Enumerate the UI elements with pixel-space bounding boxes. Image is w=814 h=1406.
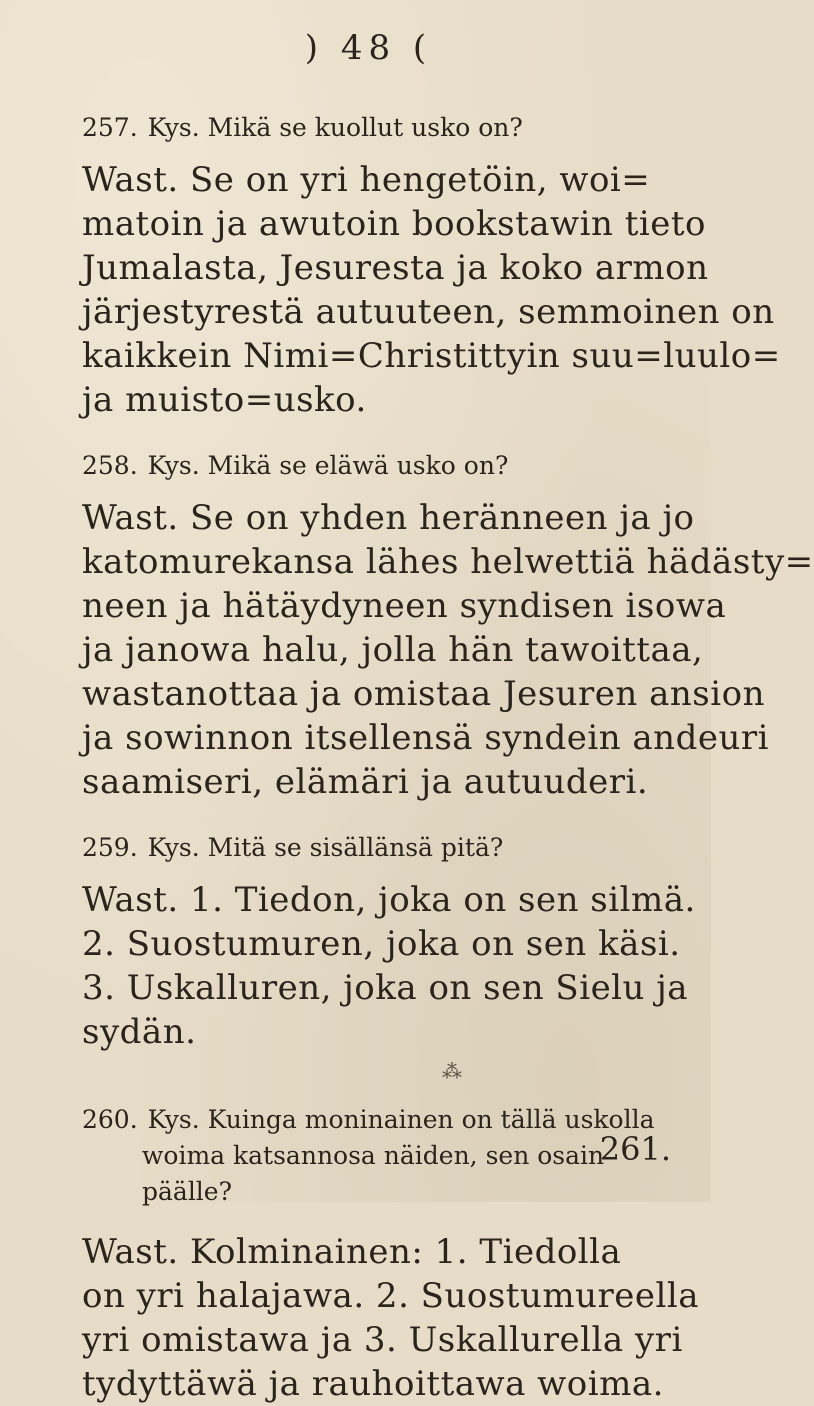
answer-258 [82, 496, 814, 804]
question-number: 257. [82, 113, 138, 142]
question-number: 260. [82, 1105, 138, 1134]
question-text: Kys. Mikä se eläwä usko on? [147, 451, 509, 480]
answer-line: järjestyrestä autuuteen, semmoinen on [82, 292, 775, 332]
answer-line: sydän. [82, 1012, 197, 1052]
answer-line: katomurekansa lähes helwettiä hädästy= [82, 542, 814, 582]
question-257 [82, 110, 655, 146]
section-259 [82, 830, 696, 1084]
answer-line: wastanottaa ja omistaa Jesuren ansion [82, 674, 765, 714]
answer-line: Jumalasta, Jesuresta ja koko armon [82, 248, 709, 288]
printer-ornament: ⁂ [442, 1059, 463, 1083]
answer-line: Wast. Se on yhden heränneen ja jo [82, 498, 695, 538]
answer-line: ja sowinnon itsellensä syndein andeuri [82, 718, 769, 758]
question-text: woima katsannosa näiden, sen osain [142, 1141, 605, 1170]
page-number: ) 48 ( [304, 28, 433, 68]
question-text: päälle? [142, 1177, 233, 1206]
answer-line: Wast. Se on yri hengetöin, woi= [82, 160, 651, 200]
answer-257 [82, 158, 781, 422]
answer-line: ja janowa halu, jolla hän tawoittaa, [82, 630, 704, 670]
answer-line: tydyttäwä ja rauhoittawa woima. [82, 1364, 664, 1404]
section-258 [82, 448, 814, 804]
answer-260 [82, 1230, 699, 1406]
answer-line: yri omistawa ja 3. Uskallurella yri [82, 1320, 683, 1360]
answer-line: 2. Suostumuren, joka on sen käsi. [82, 924, 681, 964]
answer-line: matoin ja awutoin bookstawin tieto [82, 204, 706, 244]
question-259 [82, 830, 655, 866]
question-number: 259. [82, 833, 138, 862]
question-258 [82, 448, 655, 484]
answer-line: neen ja hätäydyneen syndisen isowa [82, 586, 727, 626]
question-text: Kys. Mitä se sisällänsä pitä? [147, 833, 504, 862]
answer-line: saamiseri, elämäri ja autuuderi. [82, 762, 649, 802]
section-257 [82, 110, 781, 422]
answer-line: on yri halajawa. 2. Suostumureella [82, 1276, 699, 1316]
question-text: Kys. Kuinga moninainen on tällä uskolla [147, 1105, 655, 1134]
answer-259 [82, 878, 696, 1054]
answer-line: kaikkein Nimi=Christittyin suu=luulo= [82, 336, 781, 376]
question-260 [82, 1102, 655, 1210]
question-text: Kys. Mikä se kuollut usko on? [147, 113, 523, 142]
section-260 [82, 1102, 699, 1406]
answer-line: ja muisto=usko. [82, 380, 367, 420]
answer-line: Wast. 1. Tiedon, joka on sen silmä. [82, 880, 696, 920]
answer-line: 3. Uskalluren, joka on sen Sielu ja [82, 968, 689, 1008]
question-number: 258. [82, 451, 138, 480]
catchword: 261. [599, 1130, 671, 1168]
answer-line: Wast. Kolminainen: 1. Tiedolla [82, 1232, 622, 1272]
